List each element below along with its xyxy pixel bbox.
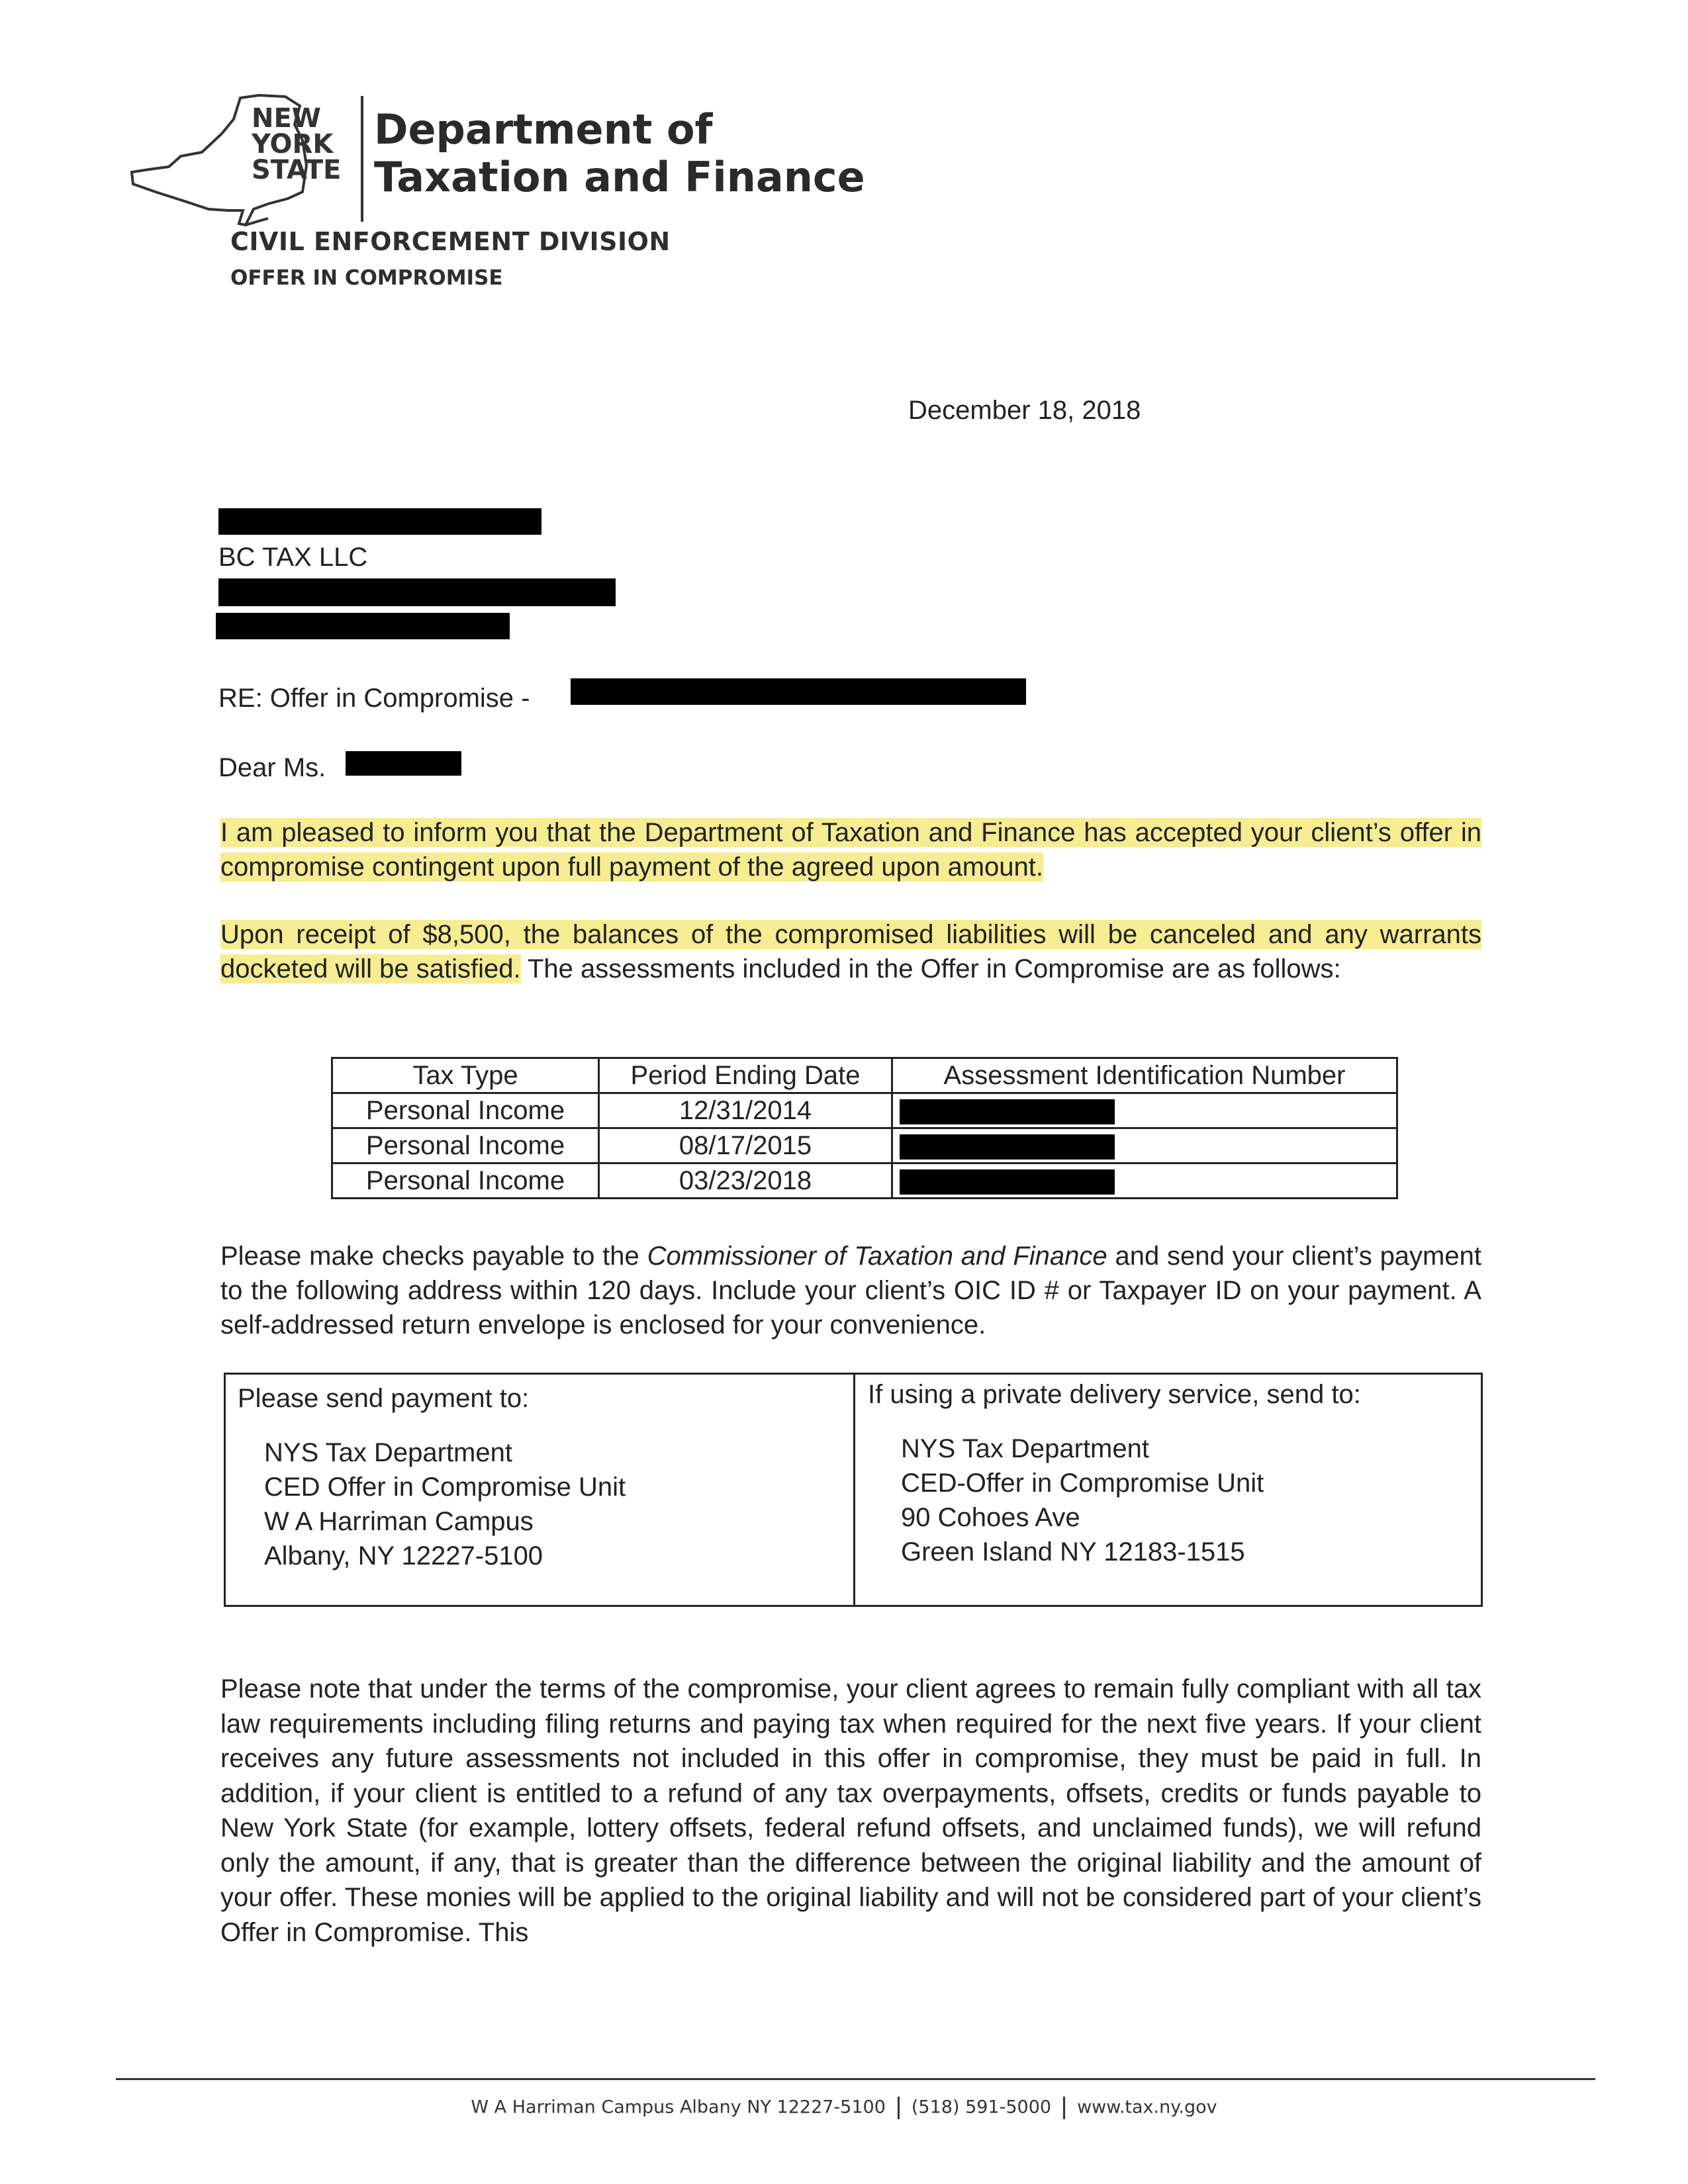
payment-instructions-after: and send your client’s payment to the following address within 120 days. Include your client’s OIC ID # or Taxpayer ID on your payment. A self-addressed return envelope is enclosed for your convenience. [220,1242,1481,1340]
courier-address-line: NYS Tax Department [901,1434,1149,1463]
courier-address-heading: If using a private delivery service, send to: [868,1380,1361,1409]
salutation: Dear Ms. [218,753,326,782]
mail-address-line: NYS Tax Department [264,1438,512,1467]
footer-phone: (518) 591-5000 [911,2097,1052,2118]
payee-name: Commissioner of Taxation and Finance [647,1242,1107,1271]
footer-website: www.tax.ny.gov [1077,2097,1217,2118]
state-line-2: YORK [252,129,334,159]
re-line: RE: Offer in Compromise - [218,684,530,713]
address-box-divider [853,1375,855,1605]
cell-assessment-id [892,1128,1397,1163]
table-row [332,1093,1397,1128]
redacted-recipient-city [216,613,510,639]
acceptance-highlight: I am pleased to inform you that the Department of Taxation and Finance has accepted your client’s offer in compromise contingent upon full payment of the agreed upon amount. [220,818,1481,882]
footer-separator [1063,2097,1065,2119]
department-line-1: Department of [374,105,713,154]
acceptance-paragraph [220,815,1481,884]
department-line-2: Taxation and Finance [374,153,865,201]
terms-highlight: Upon receipt of $8,500, the balances of the compromised liabilities will be canceled and any warrants docketed will be satisfied. [220,920,1481,983]
redacted-assessment-id [900,1134,1115,1160]
division-name: CIVIL ENFORCEMENT DIVISION [230,227,671,256]
compliance-paragraph: Please note that under the terms of the compromise, your client agrees to remain fully compliant with all tax law requirements including filing returns and paying tax when required for the next five years. If your client receives any future assessments not included in this offer in compromise, they must be paid in full. In addition, if your client is entitled to a refund of any tax overpayments, offsets, credits or funds payable to New York State (for example, lottery offsets, federal refund offsets, and unclaimed funds), we will refund only the amount, if any, that is greater than the difference between the original liability and the amount of your offer. These monies will be applied to the original liability and will not be considered part of your client’s Offer in Compromise. This [220,1674,1481,1947]
mail-address-line: W A Harriman Campus [264,1507,534,1536]
header-assessment-id: Assessment Identification Number [892,1058,1397,1093]
letter-date: December 18, 2018 [908,396,1141,425]
header-period-ending-date: Period Ending Date [599,1058,892,1093]
footer-separator [898,2097,900,2119]
cell-period: 03/23/2018 [599,1163,892,1199]
cell-tax-type: Personal Income [332,1128,599,1163]
letterhead-divider [361,96,363,222]
state-line-1: NEW [252,103,321,134]
recipient-company: BC TAX LLC [218,543,368,572]
mail-address [264,1435,626,1573]
header-tax-type: Tax Type [332,1058,599,1093]
redacted-assessment-id [900,1099,1115,1124]
courier-address-line: 90 Cohoes Ave [901,1503,1080,1532]
mail-address-line: CED Offer in Compromise Unit [264,1473,626,1502]
table-row [332,1128,1397,1163]
footer-rule [116,2078,1595,2080]
mail-address-line: Albany, NY 12227-5100 [264,1541,543,1570]
cell-assessment-id [892,1093,1397,1128]
redacted-salutation-name [346,751,461,776]
redacted-assessment-id [900,1169,1115,1195]
redacted-recipient-name [218,508,541,535]
terms-paragraph [220,917,1481,986]
courier-address [901,1432,1264,1569]
table-row [332,1163,1397,1199]
courier-address-line: CED-Offer in Compromise Unit [901,1469,1264,1498]
state-wordmark [252,103,342,185]
cell-period: 12/31/2014 [599,1093,892,1128]
cell-period: 08/17/2015 [599,1128,892,1163]
payment-instructions-paragraph [220,1239,1481,1342]
redacted-taxpayer-name [571,678,1026,705]
redacted-recipient-street [218,578,616,606]
courier-address-line: Green Island NY 12183-1515 [901,1537,1245,1567]
assessments-table [331,1057,1398,1199]
cell-tax-type: Personal Income [332,1093,599,1128]
footer-address: W A Harriman Campus Albany NY 12227-5100 [471,2097,886,2118]
department-name [374,106,865,201]
page-footer [0,2097,1688,2119]
mail-address-heading: Please send payment to: [238,1384,530,1413]
payment-address-box [224,1373,1483,1607]
payment-instructions-before: Please make checks payable to the [220,1242,647,1271]
state-line-3: STATE [252,155,342,185]
table-header-row [332,1058,1397,1093]
cell-assessment-id [892,1163,1397,1199]
subdivision-name: OFFER IN COMPROMISE [230,266,503,290]
terms-rest: The assessments included in the Offer in Compromise are as follows: [527,954,1341,983]
cell-tax-type: Personal Income [332,1163,599,1199]
